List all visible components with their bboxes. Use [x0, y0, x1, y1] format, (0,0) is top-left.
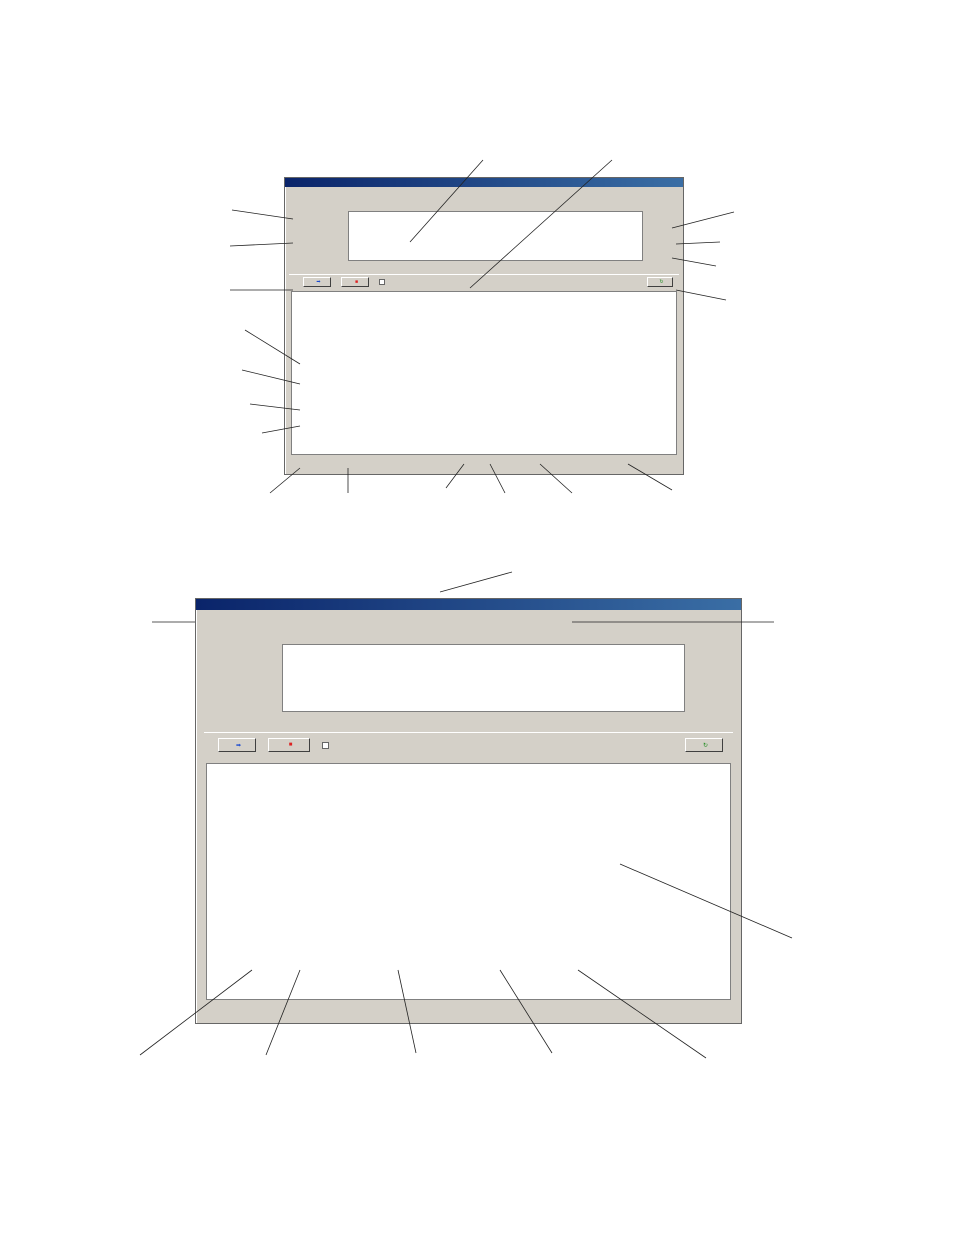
- view1-toolbar: [285, 187, 683, 211]
- view2-job-grid: [206, 763, 731, 1000]
- delete-job-button[interactable]: [268, 738, 310, 752]
- refresh-pending-button[interactable]: [685, 738, 723, 752]
- arrow-right-icon: ➡: [235, 742, 242, 749]
- refresh-icon: ↻: [659, 279, 664, 285]
- printer-list[interactable]: [348, 211, 643, 261]
- view1-titlebar: [285, 178, 683, 187]
- refresh-pending-button[interactable]: [647, 277, 673, 287]
- view1-job-grid: [291, 291, 677, 455]
- view1-window: [284, 177, 684, 475]
- show-selected-checkbox[interactable]: [379, 279, 385, 285]
- arrow-right-icon: ➡: [316, 279, 321, 285]
- view2-tabs: [204, 722, 733, 732]
- delete-icon: ■: [354, 279, 359, 285]
- monitor-buttons: [204, 644, 266, 716]
- view1-tabs: [289, 266, 679, 274]
- print-job-button[interactable]: [303, 277, 331, 287]
- view2-toolbar: [196, 610, 741, 640]
- printer-list[interactable]: [282, 644, 685, 712]
- refresh-icon: ↻: [702, 742, 709, 749]
- show-selected-checkbox[interactable]: [322, 742, 329, 749]
- delete-job-button[interactable]: [341, 277, 369, 287]
- print-job-button[interactable]: [218, 738, 256, 752]
- status-panel: [691, 644, 733, 716]
- delete-icon: ■: [288, 742, 293, 748]
- view2-window: [195, 598, 742, 1024]
- monitor-buttons: [289, 211, 334, 263]
- view2-titlebar: [196, 599, 741, 610]
- status-panel: [647, 211, 679, 263]
